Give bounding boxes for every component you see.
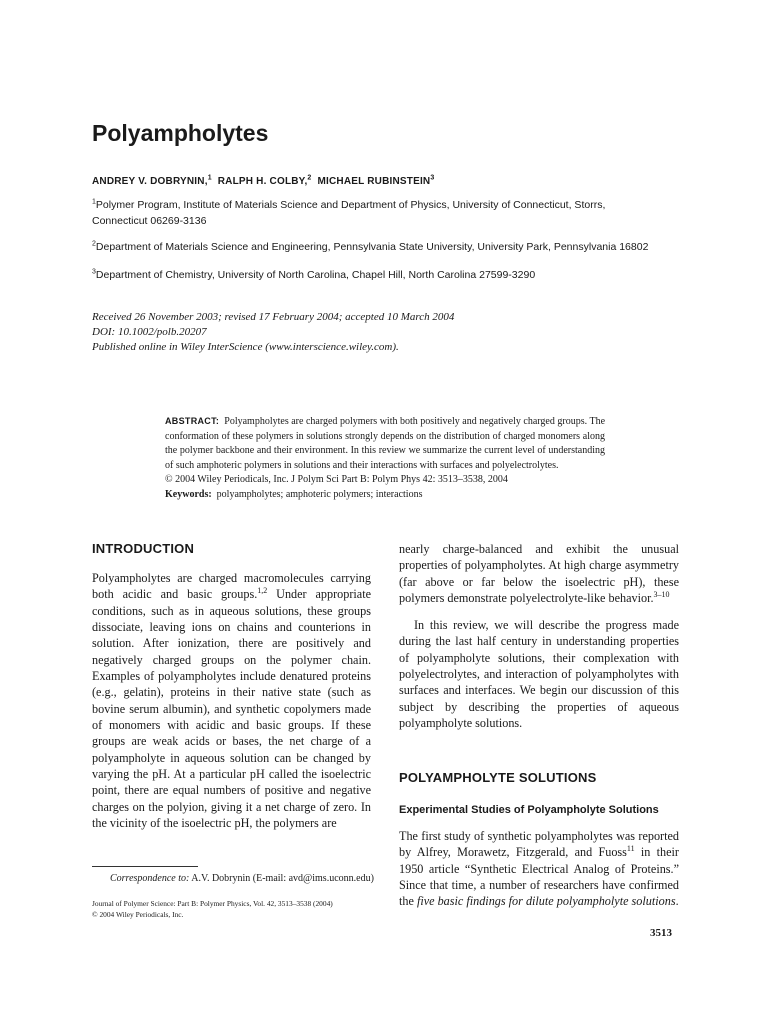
correspondence-label: Correspondence to: — [110, 873, 190, 884]
article-title: Polyampholytes — [92, 120, 269, 146]
doi-line: DOI: 10.1002/polb.20207 — [92, 326, 207, 338]
affiliation — [92, 239, 682, 255]
received-line: Received 26 November 2003; revised 17 February 2004; accepted 10 March 2004 — [92, 311, 455, 323]
subsection-heading: Experimental Studies of Polyampholyte Solutions — [399, 804, 659, 816]
citation-ref: 3–10 — [653, 589, 670, 599]
affiliation-text: Department of Materials Science and Engineering, Pennsylvania State University, University Park, Pennsylvania 16802 — [95, 241, 649, 253]
section-heading-introduction: INTRODUCTION — [92, 541, 195, 556]
author-name: ANDREY V. DOBRYNIN, — [92, 176, 208, 187]
affiliation-text: Department of Chemistry, University of North Carolina, Chapel Hill, North Carolina 27599-3290 — [95, 269, 536, 281]
abstract — [165, 414, 605, 503]
author-affiliation-mark: 3 — [430, 174, 435, 182]
citation-ref: 1,2 — [257, 586, 268, 596]
affiliation-mark: 3 — [92, 268, 96, 276]
keywords-text: polyampholytes; amphoteric polymers; interactions — [216, 488, 423, 500]
received-dates — [92, 310, 454, 355]
paragraph-text: nearly charge-balanced and exhibit the unusual properties of polyampholytes. At high charge asymmetry (far above or far below the isoelectric pH), these polymers demonstrate polyelectrolyte-like behavior. — [399, 542, 679, 606]
introduction-paragraph-continued — [399, 541, 679, 606]
paragraph-text: Under appropriate conditions, such as in aqueous solutions, these groups dissociate, leaving ions on chains and counterions in solution. After ionization, there are positively and negatively charged groups on the polymer chain. Examples of polyampholytes include denatured proteins (e.g., gelatin), proteins in their native state (such as bovine serum albumin), and synthetic copolymers made of monomers with acidic and basic groups. If these groups are weak acids or bases, the net charge of a polyampholyte in aqueous solution can be changed by varying the pH. At a particular pH called the isoelectric point, there are equal numbers of positive and negative charges on the polyion, giving it a net charge of zero. In the vicinity of the isoelectric pH, the polymers are — [92, 587, 372, 831]
journal-copyright-line: © 2004 Wiley Periodicals, Inc. — [92, 910, 184, 919]
page-number: 3513 — [650, 927, 672, 939]
affiliation-text: Polymer Program, Institute of Materials Science and Department of Physics, University of Connecticut, Storrs, Connecticut 06269-3136 — [92, 199, 606, 227]
author-name: RALPH H. COLBY, — [217, 176, 308, 187]
journal-footnote — [92, 898, 382, 920]
paragraph-text: Polyampholytes are charged macromolecules carrying both acidic and basic groups. — [92, 571, 371, 602]
affiliation-mark: 2 — [92, 240, 96, 248]
section-heading-solutions: POLYAMPHOLYTE SOLUTIONS — [399, 770, 597, 785]
paragraph-text: . — [675, 894, 679, 909]
author-name: MICHAEL RUBINSTEIN — [317, 176, 431, 187]
review-scope-paragraph: In this review, we will describe the progress made during the last half century in understanding properties of polyampholyte solutions, their complexation with polyelectrolytes, and interaction of polyampholytes with surfaces and interfaces. We begin our discussion of this subject by describing the properties of aqueous polyampholyte solutions. — [399, 618, 679, 731]
abstract-text: Polyampholytes are charged polymers with both positively and negatively charged groups. The conformation of these polymers in solutions strongly depends on the distribution of charged monomers along the polymer backbone and their environment. In this review we summarize the current level of understanding of such amphoteric polymers in solutions and their interactions with surfaces and polyelectrolytes. — [165, 416, 606, 471]
emphasized-text: five basic findings for dilute polyampholyte solutions — [416, 894, 676, 909]
affiliation — [92, 197, 637, 229]
author-affiliation-mark: 2 — [307, 174, 312, 182]
paragraph-text: The first study of synthetic polyampholytes was reported by Alfrey, Morawetz, Fitzgerald, and Fuoss — [399, 829, 679, 860]
correspondence-text: A.V. Dobrynin (E-mail: avd@ims.uconn.edu) — [189, 873, 374, 884]
author-affiliation-mark: 1 — [207, 174, 212, 182]
introduction-paragraph — [92, 570, 371, 832]
keywords-label: Keywords: — [165, 488, 212, 500]
affiliation-mark: 1 — [92, 198, 96, 206]
published-online-line: Published online in Wiley InterScience (www.interscience.wiley.com). — [92, 341, 399, 353]
journal-citation-line: Journal of Polymer Science: Part B: Polymer Physics, Vol. 42, 3513–3538 (2004) — [92, 899, 333, 908]
footnote-divider — [92, 866, 198, 867]
paragraph-text: in their 1950 article “Synthetic Electrical Analog of Proteins.” Since that time, a number of researchers have confirmed the — [399, 845, 679, 909]
abstract-label: ABSTRACT: — [165, 416, 220, 426]
author-list — [92, 176, 434, 187]
citation-ref: 11 — [626, 844, 635, 854]
correspondence-footnote — [92, 872, 374, 885]
abstract-copyright: © 2004 Wiley Periodicals, Inc. J Polym Sci Part B: Polym Phys 42: 3513–3538, 2004 — [165, 474, 508, 486]
experimental-paragraph — [399, 828, 679, 910]
affiliation — [92, 267, 682, 283]
